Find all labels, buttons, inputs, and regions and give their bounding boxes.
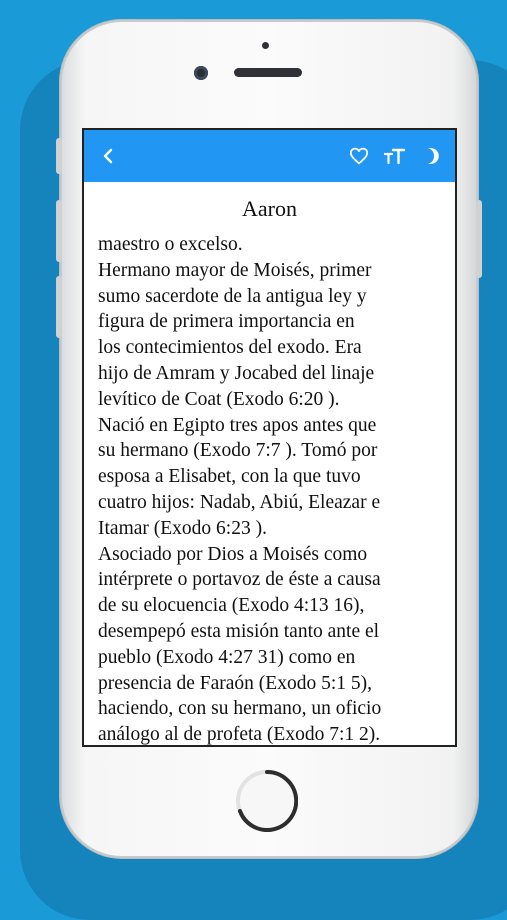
article-line: esposa a Elisabet, con la que tuvo: [98, 466, 361, 488]
article-body: [98, 232, 443, 747]
text-size-button[interactable]: [383, 142, 407, 170]
loading-spinner-icon: [236, 770, 298, 832]
article-title: Aaron: [242, 196, 297, 221]
article-line: sumo sacerdote de la antigua ley y: [98, 285, 367, 307]
article-line: análogo al de profeta (Exodo 7:1 2).: [98, 724, 381, 746]
article-line: su hermano (Exodo 7:7 ). Tomó por: [98, 440, 378, 462]
volume-up-button: [56, 200, 62, 262]
power-button: [476, 200, 482, 278]
back-button[interactable]: [98, 142, 118, 170]
volume-down-button: [56, 276, 62, 338]
night-mode-button[interactable]: [419, 142, 443, 170]
article-line: Nació en Egipto tres apos antes que: [98, 414, 377, 436]
article-line: maestro o excelso.: [98, 234, 243, 255]
chevron-left-icon: [102, 147, 114, 165]
text-size-icon: [384, 147, 406, 165]
article-line: haciendo, con su hermano, un oficio: [98, 698, 382, 720]
favorite-button[interactable]: [347, 142, 371, 170]
article-line: pueblo (Exodo 4:27 31) como en: [98, 646, 356, 668]
article-line: Hermano mayor de Moisés, primer: [98, 259, 372, 281]
app-screen: [82, 128, 457, 747]
article-line: desempepó esta misión tanto ante el: [98, 620, 380, 642]
article-line: los contecimientos del exodo. Era: [98, 337, 362, 359]
moon-icon: [423, 147, 439, 165]
article-line: levítico de Coat (Exodo 6:20 ).: [98, 388, 340, 410]
front-camera: [194, 66, 208, 80]
heart-icon: [349, 147, 369, 165]
article-line: intérprete o portavoz de éste a causa: [98, 569, 381, 591]
home-button[interactable]: [236, 770, 298, 832]
proximity-sensor: [262, 42, 269, 49]
mute-switch: [56, 138, 62, 174]
earpiece-speaker: [234, 68, 302, 77]
article-line: Asociado por Dios a Moisés como: [98, 543, 368, 565]
article-line: Itamar (Exodo 6:23 ).: [98, 517, 267, 539]
article-line: cuatro hijos: Nadab, Abiú, Eleazar e: [98, 491, 381, 513]
article-line: figura de primera importancia en: [98, 311, 355, 333]
article-line: presencia de Faraón (Exodo 5:1 5),: [98, 672, 372, 694]
article-line: de su elocuencia (Exodo 4:13 16),: [98, 595, 365, 617]
article-line: hijo de Amram y Jocabed del linaje: [98, 362, 375, 384]
app-bar: [84, 130, 455, 182]
